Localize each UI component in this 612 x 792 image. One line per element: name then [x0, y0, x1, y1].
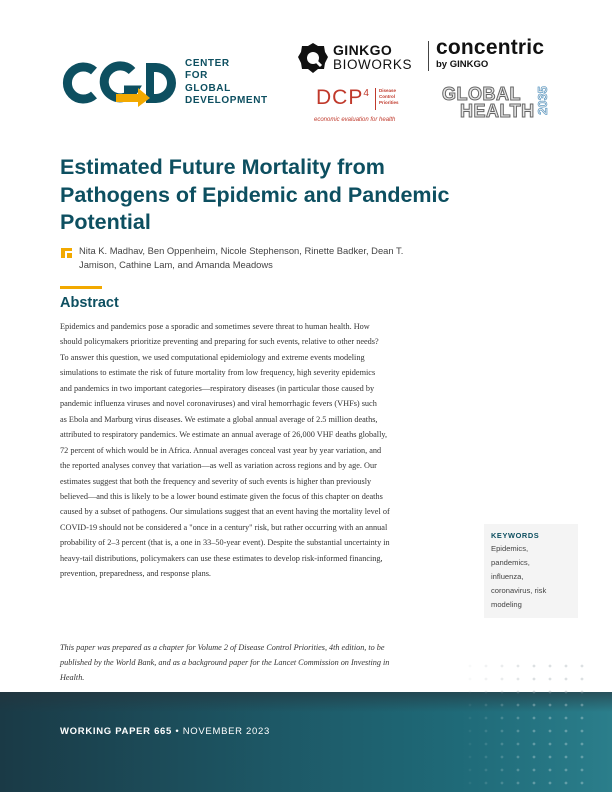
- concentric-name: concentric: [436, 36, 545, 59]
- decorative-dot: [581, 704, 584, 707]
- abstract-line: COVID-19 should not be considered a "once in a century" risk, but rather occurring with an annual: [60, 522, 388, 532]
- abstract-line: probability of 2–3 percent (that is, a one in 33–50-year event). Despite the substantial uncertainty in: [60, 538, 390, 548]
- decorative-dot: [517, 743, 520, 746]
- keywords-heading: KEYWORDS: [491, 531, 540, 540]
- cgd-word-4: DEVELOPMENT: [185, 95, 268, 107]
- decorative-dot: [581, 678, 584, 681]
- decorative-dot: [533, 730, 536, 733]
- decorative-dot: [533, 769, 536, 772]
- dcp4-logo: [316, 86, 426, 126]
- dcp-wordmark: DCP$^4$: [316, 86, 370, 109]
- decorative-dot: [517, 769, 520, 772]
- decorative-dot: [565, 730, 568, 733]
- decorative-dot: [517, 730, 520, 733]
- decorative-dot: [501, 704, 504, 707]
- decorative-dot: [549, 665, 552, 668]
- authors-list: Nita K. Madhav, Ben Oppenheim, Nicole Stephenson, Rinette Badker, Dean T. Jamison, Cathine Lam, and Amanda Meadows: [79, 245, 404, 270]
- decorative-dot: [565, 691, 568, 694]
- logo-divider: [428, 41, 429, 71]
- decorative-dot: [565, 782, 568, 785]
- decorative-dot: [533, 691, 536, 694]
- decorative-dot: [485, 756, 488, 759]
- abstract-rule: [60, 286, 102, 289]
- keyword-item: pandemics,: [491, 558, 530, 567]
- decorative-dot: [565, 743, 568, 746]
- abstract-line: prevention, preparedness, and response plans.: [60, 569, 211, 579]
- gh-year: 2035: [535, 86, 550, 115]
- decorative-dot: [485, 782, 488, 785]
- decorative-dot: [485, 730, 488, 733]
- decorative-dot: [469, 704, 472, 707]
- decorative-dot: [549, 769, 552, 772]
- decorative-dot: [565, 717, 568, 720]
- abstract-line: the reported analyses convey that variation—as well as variation across regions and by age. Our: [60, 461, 377, 471]
- ginkgo-bioworks: BIOWORKS: [333, 57, 413, 72]
- abstract-line: pandemic influenza viruses and novel coronaviruses) and viral hemorrhagic fevers (VHFs) such: [60, 399, 377, 409]
- decorative-dot: [501, 769, 504, 772]
- decorative-dot: [565, 769, 568, 772]
- decorative-dot: [469, 756, 472, 759]
- decorative-dot: [501, 730, 504, 733]
- decorative-dot: [581, 769, 584, 772]
- keyword-item: influenza,: [491, 572, 524, 581]
- cgd-word-3: GLOBAL: [185, 82, 231, 94]
- decorative-dot: [581, 756, 584, 759]
- paper-title: Estimated Future Mortality from Pathogens of Epidemic and Pandemic Potential: [60, 155, 450, 234]
- decorative-dot: [565, 756, 568, 759]
- abstract-line: as Ebola and Marburg virus diseases. We estimate a global annual average of 2.5 million deaths,: [60, 414, 378, 424]
- ginkgo-gear-icon: [297, 42, 329, 74]
- gh-health: HEALTH: [460, 101, 535, 121]
- cgd-word-1: CENTER: [185, 58, 230, 69]
- decorative-dot: [469, 782, 472, 785]
- decorative-dot: [469, 691, 472, 694]
- decorative-dot: [533, 743, 536, 746]
- decorative-dot: [501, 782, 504, 785]
- decorative-dot: [549, 730, 552, 733]
- decorative-dot: [469, 665, 472, 668]
- decorative-dot: [485, 704, 488, 707]
- dcp-tagline: economic evaluation for health: [314, 117, 396, 123]
- abstract-line: Epidemics and pandemics pose a sporadic and sometimes severe threat to human health. How: [60, 322, 370, 331]
- decorative-dot: [485, 665, 488, 668]
- note-line: published by the World Bank, and as a background paper for the Lancet Commission on Investing in: [60, 658, 390, 667]
- decorative-dot: [485, 717, 488, 720]
- decorative-dot: [517, 678, 520, 681]
- abstract-body: [60, 319, 465, 582]
- decorative-dot: [469, 678, 472, 681]
- keywords-list: [491, 542, 571, 612]
- cgd-wordmark: [185, 58, 268, 108]
- abstract-line: simulations to estimate the risk of future mortality from low frequency, high severity epidemics: [60, 368, 376, 378]
- abstract-line: should policymakers prioritize preventing and preparing for such events, relative to other needs?: [60, 337, 379, 347]
- decorative-dot: [485, 743, 488, 746]
- keywords-box: [484, 524, 578, 618]
- abstract-line: caused by a subset of pathogens. Our simulations suggest that an event having the mortality level of: [60, 507, 390, 517]
- abstract-line: believed—and this is likely to be a lower bound estimate given the focus of this chapter on deaths: [60, 491, 383, 501]
- decorative-dot: [581, 782, 584, 785]
- decorative-dot: [485, 769, 488, 772]
- decorative-dot: [501, 756, 504, 759]
- note-line: Health.: [60, 673, 85, 682]
- decorative-dot: [485, 678, 488, 681]
- decorative-dot: [549, 743, 552, 746]
- decorative-dot: [533, 756, 536, 759]
- decorative-dot: [565, 704, 568, 707]
- decorative-dot: [565, 665, 568, 668]
- decorative-dot: [501, 665, 504, 668]
- footer-series: [60, 726, 270, 737]
- decorative-dot: [501, 743, 504, 746]
- decorative-dot: [517, 691, 520, 694]
- decorative-dot: [533, 665, 536, 668]
- global-health-2035-logo: [442, 84, 552, 126]
- decorative-dot: [581, 665, 584, 668]
- decorative-dot: [485, 691, 488, 694]
- keyword-item: coronavirus, risk: [491, 586, 547, 595]
- footer-bullet: •: [172, 726, 183, 737]
- keyword-item: modeling: [491, 600, 522, 609]
- decorative-dot: [549, 756, 552, 759]
- decorative-dot: [533, 782, 536, 785]
- decorative-dot: [533, 678, 536, 681]
- decorative-dot: [549, 678, 552, 681]
- decorative-dot: [517, 756, 520, 759]
- ginkgo-logo: [297, 40, 422, 74]
- decorative-dot-grid: [462, 660, 602, 792]
- abstract-heading: Abstract: [60, 295, 119, 311]
- abstract-line: heavy-tail distributions, policymakers can use these estimates to develop risk-informed financing,: [60, 553, 383, 563]
- gh-global: GLOBAL: [442, 84, 521, 104]
- decorative-dot: [469, 730, 472, 733]
- cgd-logo: [60, 58, 270, 108]
- ginkgo-name: GINKGO: [333, 42, 393, 58]
- decorative-dot: [501, 678, 504, 681]
- decorative-dot: [501, 691, 504, 694]
- decorative-dot: [533, 704, 536, 707]
- decorative-dot: [517, 665, 520, 668]
- decorative-dot: [469, 743, 472, 746]
- authors-icon: [61, 248, 72, 258]
- decorative-dot: [549, 691, 552, 694]
- abstract-line: and pandemics in two important categories—respiratory diseases (in particular those caused by: [60, 383, 375, 393]
- abstract-line: estimates suggest that both the frequency and severity of such events is higher than previously: [60, 476, 372, 486]
- decorative-dot: [549, 704, 552, 707]
- abstract-line: 72 percent of which would be in Africa. Annual averages conceal vast year by year variation, and: [60, 445, 382, 455]
- decorative-dot: [517, 704, 520, 707]
- decorative-dot: [581, 743, 584, 746]
- cgd-logo-mark: [60, 58, 178, 108]
- decorative-dot: [581, 691, 584, 694]
- dcp-subtitle: Disease Control Priorities: [379, 88, 399, 105]
- decorative-dot: [549, 717, 552, 720]
- working-paper-number: WORKING PAPER 665: [60, 726, 173, 737]
- dcp-divider: [375, 88, 376, 110]
- decorative-dot: [469, 717, 472, 720]
- decorative-dot: [549, 782, 552, 785]
- concentric-by: by GINKGO: [436, 59, 489, 70]
- abstract-line: attributed to respiratory pandemics. We estimate an annual average of 26,000 VHF deaths globally,: [60, 430, 388, 440]
- decorative-dot: [565, 678, 568, 681]
- decorative-dot: [517, 782, 520, 785]
- cgd-word-2: FOR: [185, 70, 208, 82]
- abstract-line: To answer this question, we used computational epidemiology and extreme events modeling: [60, 352, 365, 362]
- keyword-item: Epidemics,: [491, 544, 529, 553]
- decorative-dot: [469, 769, 472, 772]
- decorative-dot: [517, 717, 520, 720]
- publication-note: [60, 640, 470, 685]
- decorative-dot: [581, 730, 584, 733]
- decorative-dot: [501, 717, 504, 720]
- footer-date: NOVEMBER 2023: [182, 726, 270, 737]
- concentric-logo: [436, 37, 544, 70]
- note-line: This paper was prepared as a chapter for Volume 2 of Disease Control Priorities, 4th edition, to be: [60, 643, 385, 652]
- decorative-dot: [581, 717, 584, 720]
- decorative-dot: [533, 717, 536, 720]
